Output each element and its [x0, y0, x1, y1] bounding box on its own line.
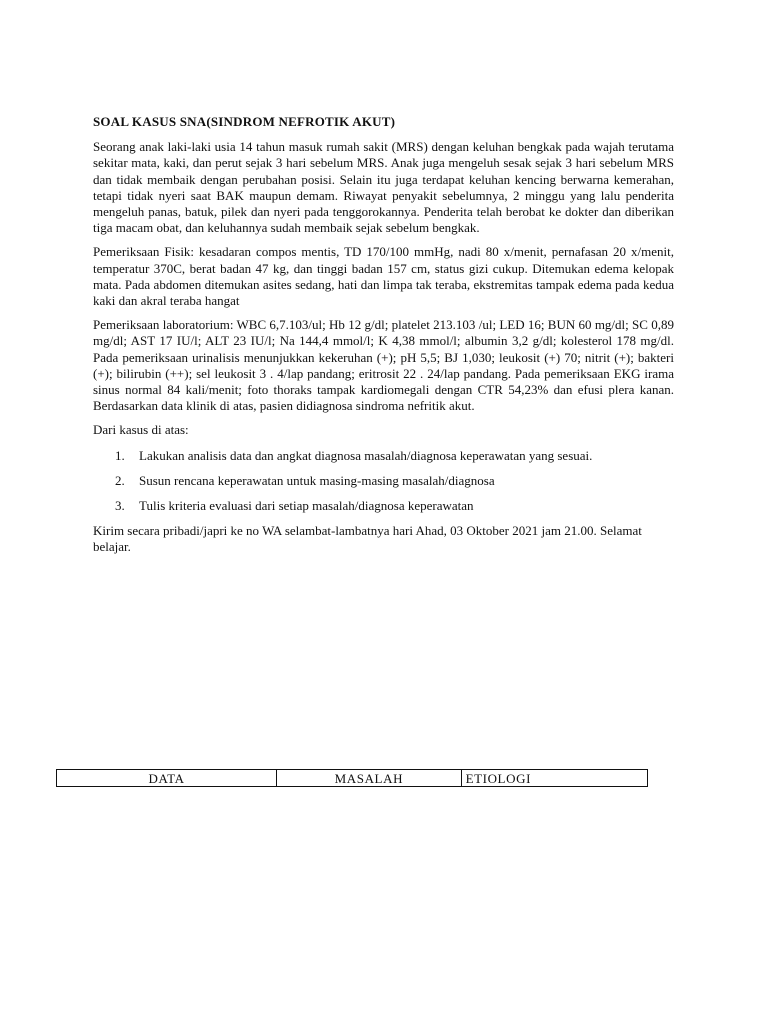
task-number: 3.: [115, 498, 125, 514]
list-item: [93, 498, 674, 514]
closing-note: Kirim secara pribadi/japri ke no WA selambat-lambatnya hari Ahad, 03 Oktober 2021 jam 21.00. Selamat belajar.: [93, 523, 642, 555]
column-header-data: DATA: [57, 770, 277, 787]
table-header-row: [57, 770, 648, 787]
task-text: Susun rencana keperawatan untuk masing-masing masalah/diagnosa: [139, 472, 495, 488]
task-number: 1.: [115, 447, 125, 463]
list-item: [93, 473, 674, 489]
task-text: Tulis kriteria evaluasi dari setiap masalah/diagnosa keperawatan: [139, 498, 474, 514]
column-header-etiologi: ETIOLOGI: [461, 770, 647, 787]
document-body: [93, 114, 674, 556]
question-intro: Dari kasus di atas:: [93, 422, 189, 438]
task-list: [93, 448, 674, 515]
case-paragraph: Seorang anak laki-laki usia 14 tahun masuk rumah sakit (MRS) dengan keluhan bengkak pada wajah terutama sekitar mata, kaki, dan perut sejak 3 hari sebelum MRS. Anak juga mengeluh sesak sejak 3 hari sebelum MRS dan tidak membaik dengan perubahan posisi. Selain itu juga terdapat keluhan kencing berwarna kemerahan, tetapi tidak nyeri saat BAK maupun demam. Riwayat penyakit sebelumnya, 2 minggu yang lalu penderita mengeluh panas, batuk, pilek dan nyeri pada tenggorokannya. Penderita telah berobat ke dokter dan diberikan tiga macam obat, dan keluhannya sudah membaik sejak sebelum bengkak.: [93, 139, 674, 236]
column-header-masalah: MASALAH: [277, 770, 461, 787]
task-text: Lakukan analisis data dan angkat diagnosa masalah/diagnosa keperawatan yang sesuai.: [139, 447, 593, 463]
physical-exam-paragraph: Pemeriksaan Fisik: kesadaran compos mentis, TD 170/100 mmHg, nadi 80 x/menit, pernafasan 20 x/menit, temperatur 370C, berat badan 47 kg, dan tinggi badan 157 cm, status gizi cukup. Ditemukan edema kelopak mata. Pada abdomen ditemukan asites sedang, hati dan limpa tak teraba, ekstremitas tampak edema pada kedua kaki dan akral teraba hangat: [93, 244, 674, 309]
assessment-table: [56, 769, 648, 787]
list-item: [93, 448, 674, 464]
document-title: SOAL KASUS SNA(SINDROM NEFROTIK AKUT): [93, 114, 396, 129]
task-number: 2.: [115, 472, 125, 488]
laboratory-paragraph: Pemeriksaan laboratorium: WBC 6,7.103/ul; Hb 12 g/dl; platelet 213.103 /ul; LED 16; BUN 60 mg/dl; SC 0,89 mg/dl; AST 17 IU/l; ALT 23 IU/l; Na 144,4 mmol/l; K 4,38 mmol/l; albumin 3,2 g/dl; kolesterol 178 mg/dl. Pada pemeriksaan urinalisis menunjukkan kekeruhan (+); pH 5,5; BJ 1,030; leukosit (+) 70; nitrit (+); bakteri (+); bilirubin (++); sel leukosit 3 . 4/lap pandang; eritrosit 22 . 24/lap pandang. Pada pemeriksaan EKG irama sinus normal 84 kali/menit; foto thoraks tampak kardiomegali dengan CTR 54,23% dan efusi plera kanan. Berdasarkan data klinik di atas, pasien didiagnosa sindroma nefritik akut.: [93, 317, 674, 414]
